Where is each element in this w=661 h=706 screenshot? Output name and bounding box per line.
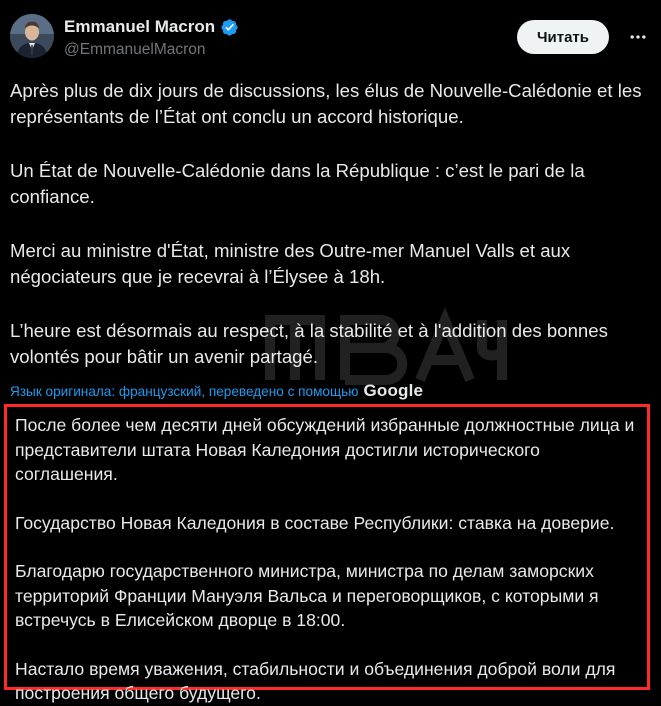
avatar-photo [10,14,54,58]
translated-paragraph: Государство Новая Каледония в составе Республики: ставка на доверие. [15,512,615,533]
author-handle[interactable]: @EmmanuelMacron [64,41,206,58]
author-display-name[interactable]: Emmanuel Macron [64,17,216,36]
google-logo: Google [363,381,424,400]
translated-text-highlight-box [4,404,650,703]
tweet-header [10,12,651,64]
translated-paragraph: После более чем десяти дней обсуждений избранные должностные лица и представители штата Новая Каледония достигли исторического соглашения. [15,415,635,484]
tweet-paragraph: Après plus de dix jours de discussions, les élus de Nouvelle-Calédonie et les représentants de l’État ont conclu un accord historique. [10,80,642,127]
translated-text [15,413,643,706]
translated-paragraph: Настало время уважения, стабильности и объединения доброй воли для построения общего будущего. [15,658,616,703]
display-name-row [64,16,239,38]
author-info [64,16,239,59]
translated-paragraph: Благодарю государственного министра, министра по делам заморских территорий Франции Мануэля Вальса и переговорщиков, с которыми я встречусь в Елисейском дворце в 18:00. [15,561,599,630]
tweet-body [10,78,650,370]
tweet-paragraph: L’heure est désormais au respect, à la stabilité et à l'addition des bonnes volontés pour bâtir un avenir partagé. [10,320,608,367]
avatar[interactable] [10,14,54,58]
translation-note-link[interactable]: Язык оригинала: французский, переведено с помощью [10,383,359,399]
tweet-paragraph: Un État de Nouvelle-Calédonie dans la République : c’est le pari de la confiance. [10,160,585,207]
translation-attribution [10,380,423,402]
more-horizontal-icon [628,27,648,47]
verified-badge-icon [220,18,239,37]
more-options-button[interactable] [625,24,651,50]
follow-button[interactable]: Читать [517,20,609,54]
tweet-paragraph: Merci au ministre d'État, ministre des Outre-mer Manuel Valls et aux négociateurs que je recevrai à l’Élysee à 18h. [10,240,571,287]
